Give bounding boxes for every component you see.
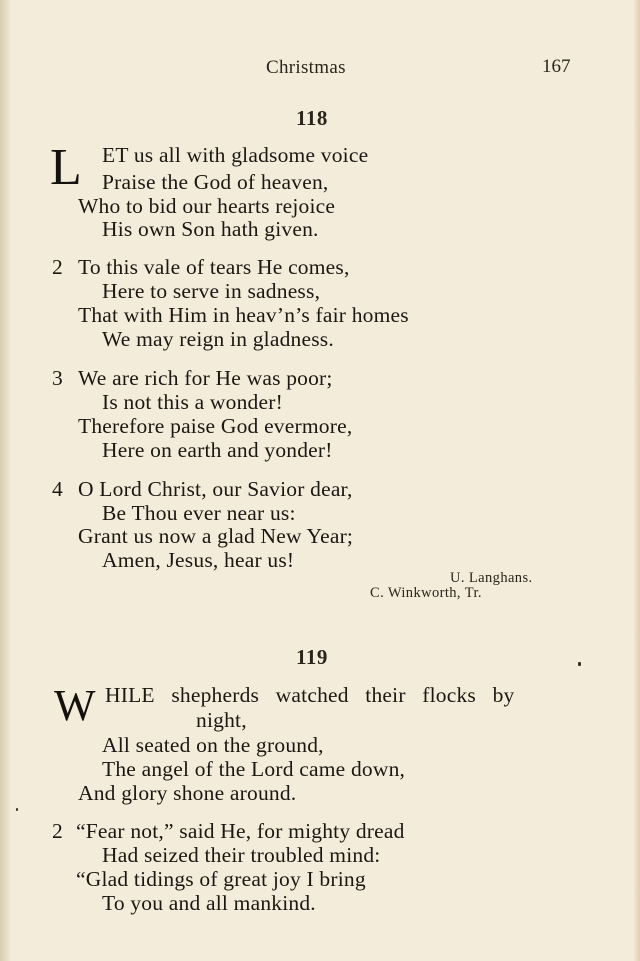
drop-cap-l: L bbox=[50, 139, 82, 196]
author-credit: U. Langhans. bbox=[450, 570, 533, 586]
hymn118-stanza1-line3: Who to bid our hearts rejoice bbox=[78, 194, 336, 218]
hymn118-stanza2-line3: That with Him in heav’n’s fair homes bbox=[78, 303, 409, 327]
hymn118-stanza2-line1: To this vale of tears He comes, bbox=[78, 255, 350, 279]
hymn119-stanza1-line1-cont: night, bbox=[196, 708, 247, 732]
translator-credit: C. Winkworth, Tr. bbox=[370, 585, 482, 601]
hymn118-stanza1-line1: ET us all with gladsome voice bbox=[102, 143, 369, 167]
hymn119-stanza1-line2: All seated on the ground, bbox=[102, 733, 324, 757]
hymn119-stanza2-line4: To you and all mankind. bbox=[102, 891, 316, 915]
running-title: Christmas bbox=[266, 57, 346, 78]
ink-speck bbox=[16, 808, 18, 811]
hymn119-stanza2-line2: Had seized their troubled mind: bbox=[102, 843, 381, 867]
hymn-number-118: 118 bbox=[296, 106, 328, 130]
page-number: 167 bbox=[542, 56, 571, 77]
hymn118-stanza4-line4: Amen, Jesus, hear us! bbox=[102, 548, 295, 572]
hymn119-stanza2-line1: “Fear not,” said He, for mighty dread bbox=[76, 819, 405, 843]
stanza-number: 4 bbox=[52, 477, 63, 501]
hymn118-stanza3-line3: Therefore paise God evermore, bbox=[78, 414, 353, 438]
hymn118-stanza1-line4: His own Son hath given. bbox=[102, 217, 319, 241]
hymn-number-119: 119 bbox=[296, 645, 328, 669]
stanza-number: 2 bbox=[52, 819, 63, 843]
hymn119-stanza1-line1: HILE shepherds watched their flocks by bbox=[105, 683, 515, 707]
hymn118-stanza1-line2: Praise the God of heaven, bbox=[102, 170, 329, 194]
stanza-number: 3 bbox=[52, 366, 63, 390]
page-gutter-shadow bbox=[0, 0, 10, 961]
hymn118-stanza3-line1: We are rich for He was poor; bbox=[78, 366, 333, 390]
hymn118-stanza2-line2: Here to serve in sadness, bbox=[102, 279, 321, 303]
hymn118-stanza4-line3: Grant us now a glad New Year; bbox=[78, 524, 354, 548]
hymn119-stanza1-line3: The angel of the Lord came down, bbox=[102, 757, 406, 781]
hymn118-stanza3-line2: Is not this a wonder! bbox=[102, 390, 283, 414]
hymn118-stanza4-line1: O Lord Christ, our Savior dear, bbox=[78, 477, 353, 501]
hymn118-stanza2-line4: We may reign in gladness. bbox=[102, 327, 334, 351]
stanza-number: 2 bbox=[52, 255, 63, 279]
ink-speck bbox=[578, 662, 581, 666]
hymn118-stanza3-line4: Here on earth and yonder! bbox=[102, 438, 333, 462]
drop-cap-w: W bbox=[54, 681, 96, 730]
hymn118-stanza4-line2: Be Thou ever near us: bbox=[102, 501, 296, 525]
page-edge bbox=[634, 0, 640, 961]
hymn119-stanza2-line3: “Glad tidings of great joy I bring bbox=[76, 867, 366, 891]
hymn119-stanza1-line4: And glory shone around. bbox=[78, 781, 297, 805]
